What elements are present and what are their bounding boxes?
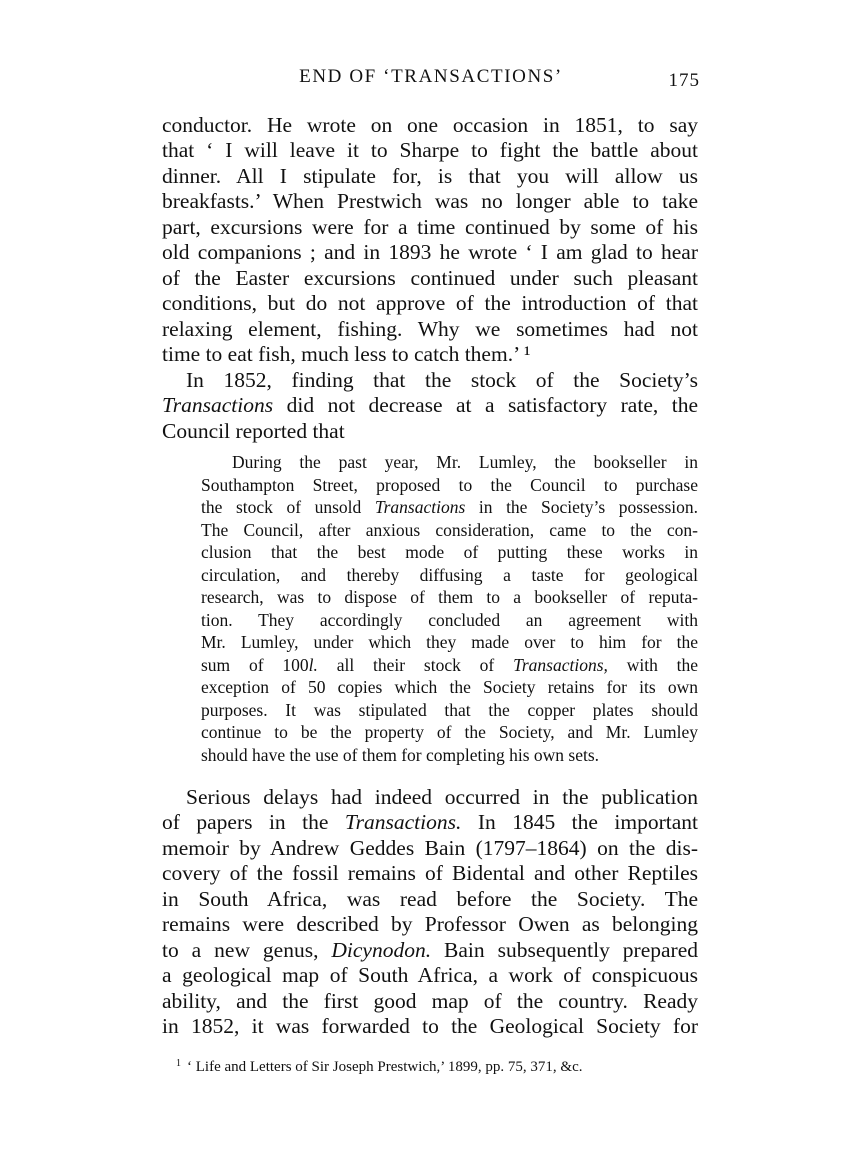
text-line: covery of the fossil remains of Bidental and other Reptiles (162, 861, 698, 885)
quote-line: Mr. Lumley, under which they made over to him for the (201, 632, 698, 652)
page-number: 175 (668, 70, 700, 91)
quote-line: clusion that the best mode of putting these works in (201, 542, 698, 562)
quote-line: should have the use of them for completing his own sets. (201, 745, 600, 765)
quote-line: sum of 100l. all their stock of Transactions, with the (201, 655, 699, 675)
text-line: part, excursions were for a time continued by some of his (162, 215, 698, 239)
text-line: of papers in the Transactions. In 1845 the important (162, 810, 698, 834)
footnote-text: ‘ Life and Letters of Sir Joseph Prestwich,’ 1899, pp. 75, 371, &c. (187, 1059, 583, 1075)
quote-line: the stock of unsold Transactions in the Society’s possession. (201, 497, 698, 517)
footnote (176, 1054, 582, 1077)
quote-line: exception of 50 copies which the Society retains for its own (201, 677, 698, 697)
text-line: memoir by Andrew Geddes Bain (1797–1864) on the dis- (162, 836, 698, 860)
quote-line: Southampton Street, proposed to the Council to purchase (201, 475, 698, 495)
footnote-marker: 1 (176, 1058, 181, 1069)
text-line: ability, and the first good map of the country. Ready (162, 989, 698, 1013)
quote-line: continue to be the property of the Society, and Mr. Lumley (201, 722, 698, 742)
text-line: old companions ; and in 1893 he wrote ‘ I am glad to hear (162, 240, 698, 264)
text-line: dinner. All I stipulate for, is that you will allow us (162, 164, 698, 188)
text-line: in 1852, it was forwarded to the Geological Society for (162, 1014, 698, 1038)
quote-line: circulation, and thereby diffusing a taste for geological (201, 565, 698, 585)
text-line: Council reported that (162, 419, 345, 443)
running-head (162, 66, 700, 94)
text-line: breakfasts.’ When Prestwich was no longer able to take (162, 189, 698, 213)
quote-line: During the past year, Mr. Lumley, the bookseller in (232, 452, 698, 472)
text-line: relaxing element, fishing. Why we sometimes had not (162, 317, 698, 341)
quote-line: purposes. It was stipulated that the copper plates should (201, 700, 698, 720)
text-line: In 1852, finding that the stock of the Society’s (186, 368, 698, 392)
text-line: to a new genus, Dicynodon. Bain subsequently prepared (162, 938, 698, 962)
text-line: time to eat fish, much less to catch them.’ ¹ (162, 342, 531, 366)
text-line: conductor. He wrote on one occasion in 1851, to say (162, 113, 698, 137)
text-line: Serious delays had indeed occurred in the publication (186, 785, 698, 809)
text-line: conditions, but do not approve of the introduction of that (162, 291, 698, 315)
quote-line: research, was to dispose of them to a bookseller of reputa- (201, 587, 698, 607)
text-line: a geological map of South Africa, a work of conspicuous (162, 963, 698, 987)
text-line: of the Easter excursions continued under such pleasant (162, 266, 698, 290)
text-line: in South Africa, was read before the Society. The (162, 887, 698, 911)
text-line: Transactions did not decrease at a satisfactory rate, the (162, 393, 698, 417)
quote-line: The Council, after anxious consideration, came to the con- (201, 520, 698, 540)
text-line: that ‘ I will leave it to Sharpe to fight the battle about (162, 138, 698, 162)
text-line: remains were described by Professor Owen as belonging (162, 912, 698, 936)
running-title: END OF ‘TRANSACTIONS’ (299, 66, 563, 87)
italic-title: Transactions (162, 393, 274, 417)
quote-line: tion. They accordingly concluded an agreement with (201, 610, 698, 630)
